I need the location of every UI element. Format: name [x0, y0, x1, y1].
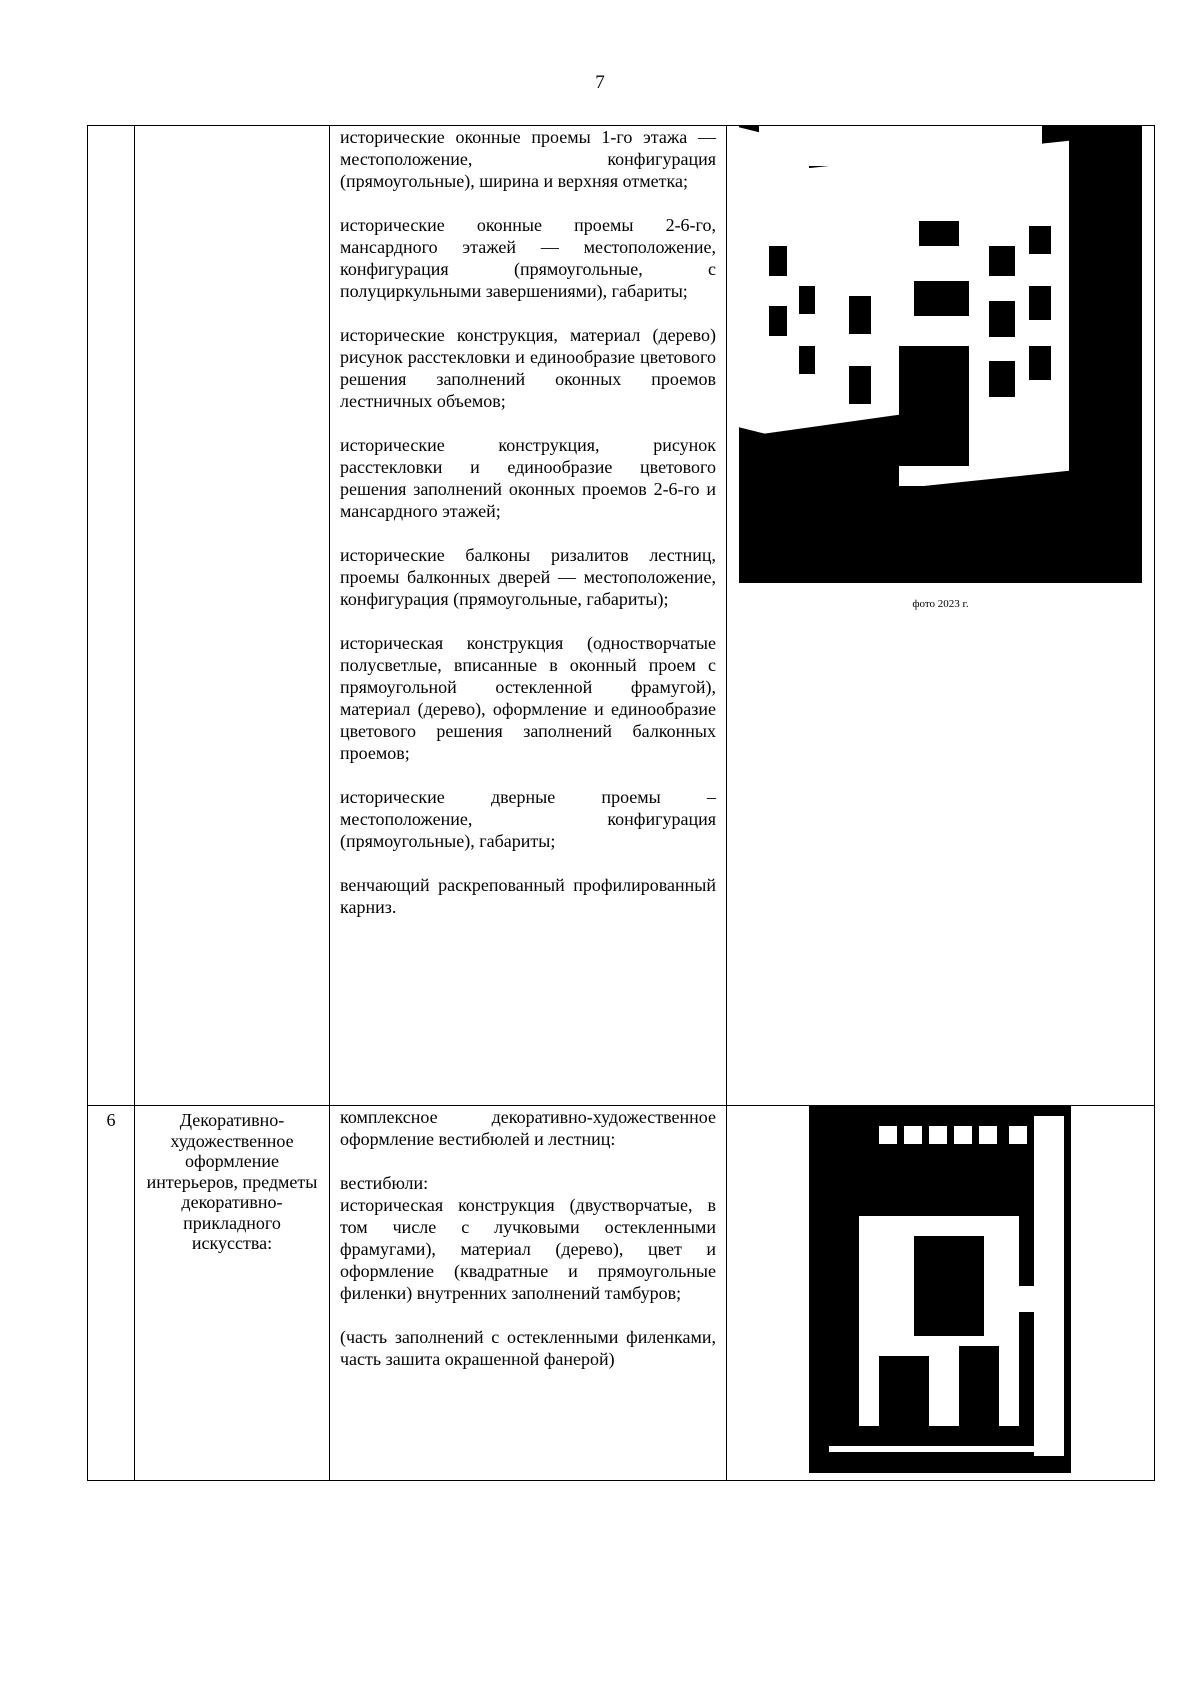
row-number [88, 126, 135, 1106]
description-paragraph: вестибюли: историческая конструкция (двустворчатые, в том числе с лучковыми остекленными фрамугами), материал (дерево), цвет и оформление (квадратные и прямоугольные филенки) внутренних заполнений тамбуров; [340, 1173, 716, 1303]
description-paragraph: исторические оконные проемы 1-го этажа — местоположение, конфигурация (прямоугольные), ширина и верхняя отметка; [340, 127, 716, 191]
description-paragraph: исторические оконные проемы 2-6-го, мансардного этажей — местоположение, конфигурация (прямоугольные, с полуциркульными завершениями), габариты; [340, 215, 716, 301]
courtyard-facade-photo [739, 126, 1142, 583]
vestibule-photo [809, 1106, 1071, 1473]
description-paragraph: венчающий раскрепованный профилированный карниз. [340, 875, 716, 917]
row-description [330, 1106, 727, 1481]
description-paragraph: исторические конструкция, материал (дерево) рисунок расстекловки и единообразие цветового решения заполнений оконных проемов лестничных объемов; [340, 325, 716, 411]
page-number: 7 [595, 72, 605, 93]
photo-cell [727, 1106, 1155, 1481]
photo-caption: фото 2023 г. [912, 598, 969, 610]
description-paragraph: исторические дверные проемы – местоположение, конфигурация (прямоугольные), габариты; [340, 787, 716, 851]
description-paragraph: комплексное декоративно-художественное оформление вестибюлей и лестниц: [340, 1107, 716, 1149]
description-paragraph: историческая конструкция (одностворчатые полусветлые, вписанные в оконный проем с прямоугольной остекленной фрамугой), материал (дерево), оформление и единообразие цветового решения заполнений балконных проемов; [340, 633, 716, 763]
row-name: Декоративно-художественное оформление интерьеров, предметы декоративно-прикладного искусства: [135, 1106, 330, 1481]
photo-cell [727, 126, 1155, 1106]
table-row [88, 1106, 1155, 1481]
row-description [330, 126, 727, 1106]
row-number: 6 [88, 1106, 135, 1481]
description-paragraph: исторические балконы ризалитов лестниц, проемы балконных дверей — местоположение, конфигурация (прямоугольные, габариты); [340, 545, 716, 609]
heritage-table [87, 125, 1155, 1481]
table-row [88, 126, 1155, 1106]
description-paragraph: (часть заполнений с остекленными филенками, часть зашита окрашенной фанерой) [340, 1327, 716, 1369]
description-paragraph: исторические конструкция, рисунок расстекловки и единообразие цветового решения заполнений оконных проемов 2-6-го и мансардного этажей; [340, 435, 716, 521]
row-name [135, 126, 330, 1106]
